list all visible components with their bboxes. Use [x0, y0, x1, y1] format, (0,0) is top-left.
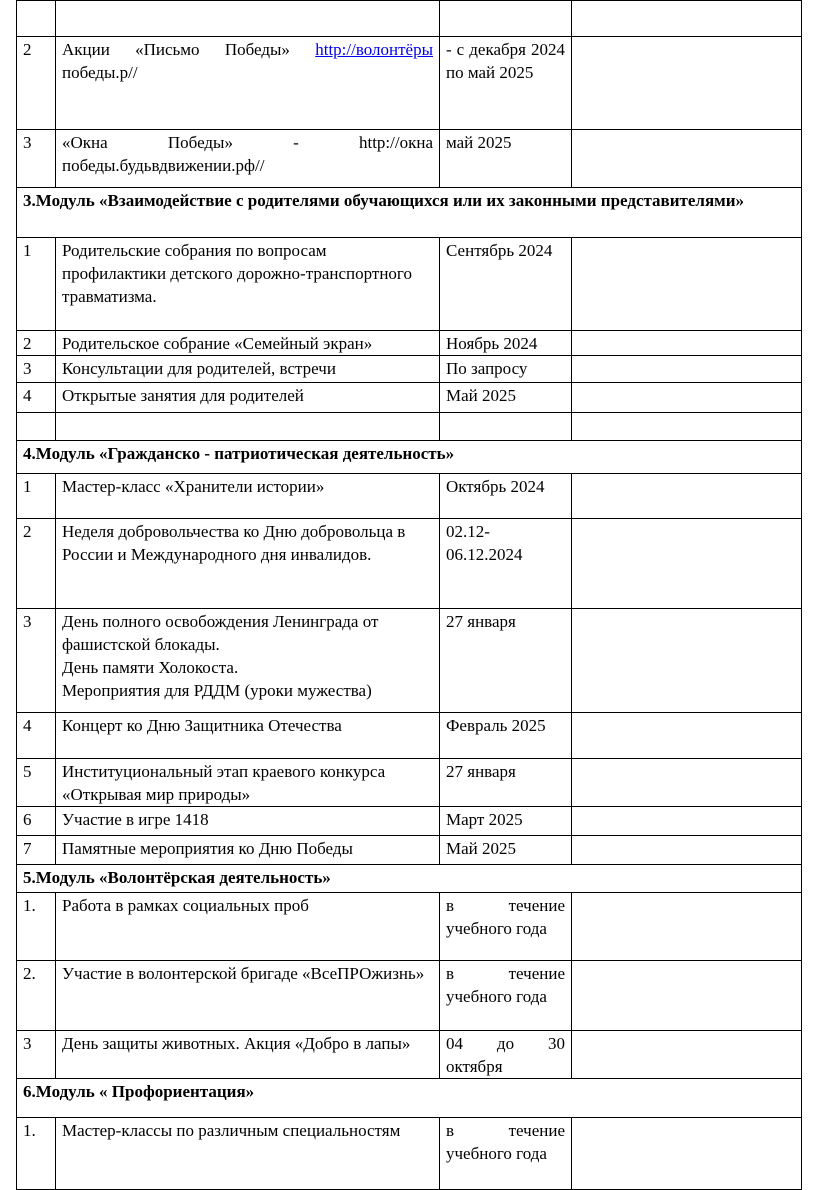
empty-cell [572, 609, 802, 713]
module-6-title: 6.Модуль « Профориентация» [17, 1079, 802, 1118]
row-number: 3 [17, 130, 56, 188]
table-row [17, 836, 802, 865]
activity-line: День полного освобождения Ленинграда от фашистской блокады. [62, 612, 379, 654]
empty-cell [572, 961, 802, 1031]
date-cell: Сентябрь 2024 [440, 238, 572, 331]
date-cell: в течение учебного года [440, 961, 572, 1031]
module-heading-row [17, 865, 802, 893]
empty-cell [572, 519, 802, 609]
activity-cell: Участие в игре 1418 [56, 807, 440, 836]
row-number: 1 [17, 238, 56, 331]
activity-cell: Концерт ко Дню Защитника Отечества [56, 713, 440, 759]
table-row [17, 413, 802, 441]
date-cell: в течение учебного года [440, 893, 572, 961]
table-row [17, 383, 802, 413]
date-cell: 27 января [440, 609, 572, 713]
row-number: 4 [17, 713, 56, 759]
date-cell: Ноябрь 2024 [440, 331, 572, 356]
date-cell: Март 2025 [440, 807, 572, 836]
row-number: 5 [17, 759, 56, 807]
empty-cell [572, 130, 802, 188]
empty-cell [572, 836, 802, 865]
activity-cell: Родительские собрания по вопросам профилактики детского дорожно-транспортного травматизма. [56, 238, 440, 331]
table-row [17, 713, 802, 759]
activity-cell: Мастер-класс «Хранители истории» [56, 474, 440, 519]
table-row [17, 609, 802, 713]
activity-cell [56, 609, 440, 713]
row-number: 7 [17, 836, 56, 865]
row-number: 1 [17, 474, 56, 519]
empty-cell [572, 1118, 802, 1190]
table-row [17, 331, 802, 356]
empty-cell [572, 807, 802, 836]
row-number: 3 [17, 356, 56, 383]
row-number: 3 [17, 1031, 56, 1079]
activity-line: Мероприятия для РДДМ (уроки мужества) [62, 681, 372, 700]
row-number: 2 [17, 519, 56, 609]
empty-cell [572, 893, 802, 961]
row-number: 3 [17, 609, 56, 713]
date-cell: май 2025 [440, 130, 572, 188]
activity-title: Акции «Письмо Победы» [62, 40, 290, 59]
table-row [17, 238, 802, 331]
table-row [17, 130, 802, 188]
empty-cell [572, 759, 802, 807]
row-number: 2 [17, 331, 56, 356]
activity-cell: Мастер-классы по различным специальностям [56, 1118, 440, 1190]
date-cell: 02.12-06.12.2024 [440, 519, 572, 609]
empty-cell [572, 331, 802, 356]
table-row [17, 1118, 802, 1190]
date-cell: - с декабря 2024 по май 2025 [440, 37, 572, 130]
activity-cell [56, 37, 440, 130]
date-cell: Октябрь 2024 [440, 474, 572, 519]
empty-cell [572, 713, 802, 759]
table-row [17, 37, 802, 130]
activity-cell: Неделя добровольчества ко Дню добровольца в России и Международного дня инвалидов. [56, 519, 440, 609]
empty-cell [572, 474, 802, 519]
activity-cell: День защиты животных. Акция «Добро в лапы» [56, 1031, 440, 1079]
table-row [17, 759, 802, 807]
plan-table [16, 0, 802, 1190]
module-heading-row [17, 188, 802, 238]
module-heading-row [17, 441, 802, 474]
date-cell: Май 2025 [440, 383, 572, 413]
date-cell: Февраль 2025 [440, 713, 572, 759]
date-cell: 04 до 30 октября [440, 1031, 572, 1079]
module-3-title: 3.Модуль «Взаимодействие с родителями обучающихся или их законными представителями» [17, 188, 802, 238]
row-number: 2. [17, 961, 56, 1031]
activity-line: День памяти Холокоста. [62, 658, 239, 677]
empty-cell [572, 383, 802, 413]
module-4-title: 4.Модуль «Гражданско - патриотическая деятельность» [17, 441, 802, 474]
date-cell: 27 января [440, 759, 572, 807]
table-row [17, 961, 802, 1031]
table-row [17, 519, 802, 609]
empty-cell [572, 238, 802, 331]
row-number: 6 [17, 807, 56, 836]
date-cell: в течение учебного года [440, 1118, 572, 1190]
table-row [17, 807, 802, 836]
table-row [17, 356, 802, 383]
row-number: 2 [17, 37, 56, 130]
table-row [17, 1031, 802, 1079]
date-cell: По запросу [440, 356, 572, 383]
table-row [17, 474, 802, 519]
activity-cell: Работа в рамках социальных проб [56, 893, 440, 961]
activity-cell: Участие в волонтерской бригаде «ВсеПРОжизнь» [56, 961, 440, 1031]
volunteer-link[interactable]: http://волонтёры [315, 40, 434, 59]
empty-cell [572, 356, 802, 383]
module-heading-row [17, 1079, 802, 1118]
empty-cell [572, 37, 802, 130]
activity-link-rest: победы.р// [62, 63, 138, 82]
date-cell: Май 2025 [440, 836, 572, 865]
activity-cell: Институциональный этап краевого конкурса «Открывая мир природы» [56, 759, 440, 807]
module-5-title: 5.Модуль «Волонтёрская деятельность» [17, 865, 802, 893]
activity-cell: «Окна Победы» - http://окна победы.будьвдвижении.рф// [56, 130, 440, 188]
activity-cell: Памятные мероприятия ко Дню Победы [56, 836, 440, 865]
row-number: 1. [17, 1118, 56, 1190]
row-number: 4 [17, 383, 56, 413]
activity-cell: Родительское собрание «Семейный экран» [56, 331, 440, 356]
table-row [17, 1, 802, 37]
row-number: 1. [17, 893, 56, 961]
empty-cell [572, 1031, 802, 1079]
activity-cell: Консультации для родителей, встречи [56, 356, 440, 383]
activity-cell: Открытые занятия для родителей [56, 383, 440, 413]
table-row [17, 893, 802, 961]
